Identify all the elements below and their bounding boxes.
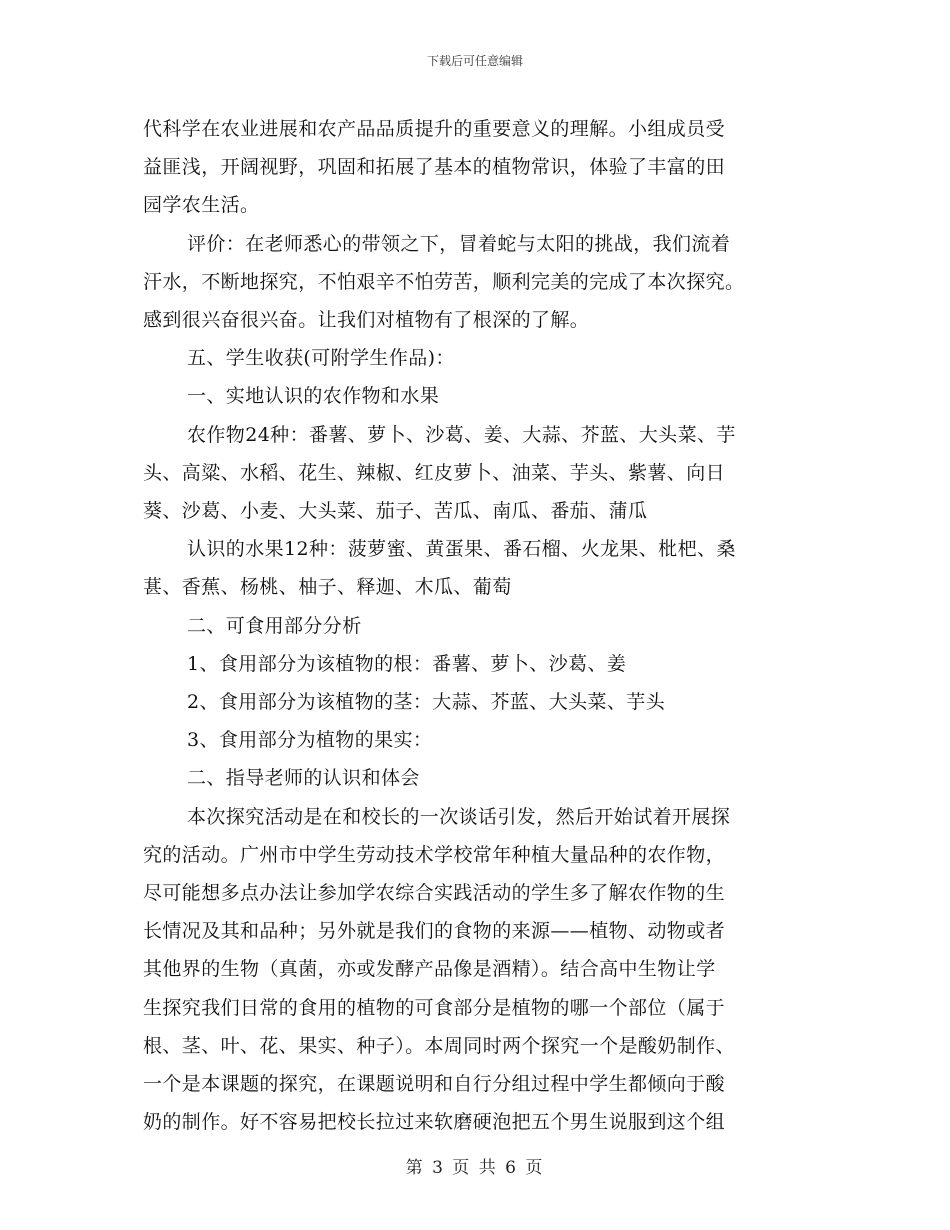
text-line: 2、食用部分为该植物的茎：大蒜、芥蓝、大头菜、芋头 <box>187 691 666 714</box>
text-line: 葵、沙葛、小麦、大头菜、茄子、苦瓜、南瓜、番茄、蒲瓜 <box>143 500 648 523</box>
text-line: 一个是本课题的探究，在课题说明和自行分组过程中学生都倾向于酸 <box>143 1073 726 1096</box>
text-line: 农作物24种：番薯、萝卜、沙葛、姜、大蒜、芥蓝、大头菜、芋 <box>187 423 736 446</box>
text-line: 奶的制作。好不容易把校长拉过来软磨硬泡把五个男生说服到这个组 <box>143 1111 726 1134</box>
text-line: 3、食用部分为植物的果实： <box>187 729 433 752</box>
text-line: 五、学生收获(可附学生作品)： <box>187 347 455 370</box>
text-line: 认识的水果12种：菠萝蜜、黄蛋果、番石榴、火龙果、枇杷、桑 <box>187 538 736 561</box>
page-header: 下载后可任意编辑 <box>426 54 523 68</box>
text-line: 生探究我们日常的食用的植物的可食部分是植物的哪一个部位（属于 <box>143 996 726 1019</box>
text-line: 本次探究活动是在和校长的一次谈话引发，然后开始试着开展探 <box>187 805 731 828</box>
text-line: 根、茎、叶、花、果实、种子）。本周同时两个探究一个是酸奶制作、 <box>143 1034 735 1057</box>
text-line: 园学农生活。 <box>143 194 260 217</box>
text-line: 评价：在老师悉心的带领之下，冒着蛇与太阳的挑战，我们流着 <box>187 232 731 255</box>
text-line: 长情况及其和品种；另外就是我们的食物的来源——植物、动物或者 <box>143 920 726 943</box>
text-line: 代科学在农业进展和农产品品质提升的重要意义的理解。小组成员受 <box>143 118 726 140</box>
text-line: 感到很兴奋很兴奋。让我们对植物有了根深的了解。 <box>143 309 590 332</box>
text-line: 其他界的生物（真菌，亦或发酵产品像是酒精）。结合高中生物让学 <box>143 958 716 981</box>
text-line: 头、高粱、水稻、花生、辣椒、红皮萝卜、油菜、芋头、紫薯、向日 <box>143 461 726 484</box>
text-line: 一、实地认识的农作物和水果 <box>187 385 440 408</box>
text-line: 汗水，不断地探究，不怕艰辛不怕劳苦，顺利完美的完成了本次探究。 <box>143 270 745 293</box>
text-line: 葚、香蕉、杨桃、柚子、释迦、木瓜、葡萄 <box>143 576 512 599</box>
text-line: 1、食用部分为该植物的根：番薯、萝卜、沙葛、姜 <box>187 652 627 675</box>
page-footer: 第 3 页 共 6 页 <box>405 1158 545 1178</box>
text-line: 二、可食用部分分析 <box>187 614 362 637</box>
text-line: 二、指导老师的认识和体会 <box>187 767 420 790</box>
text-line: 益匪浅，开阔视野，巩固和拓展了基本的植物常识，体验了丰富的田 <box>143 156 726 179</box>
document-body <box>143 110 808 1141</box>
text-line: 尽可能想多点办法让参加学农综合实践活动的学生多了解农作物的生 <box>143 882 726 905</box>
text-line: 究的活动。广州市中学生劳动技术学校常年种植大量品种的农作物， <box>143 843 726 866</box>
